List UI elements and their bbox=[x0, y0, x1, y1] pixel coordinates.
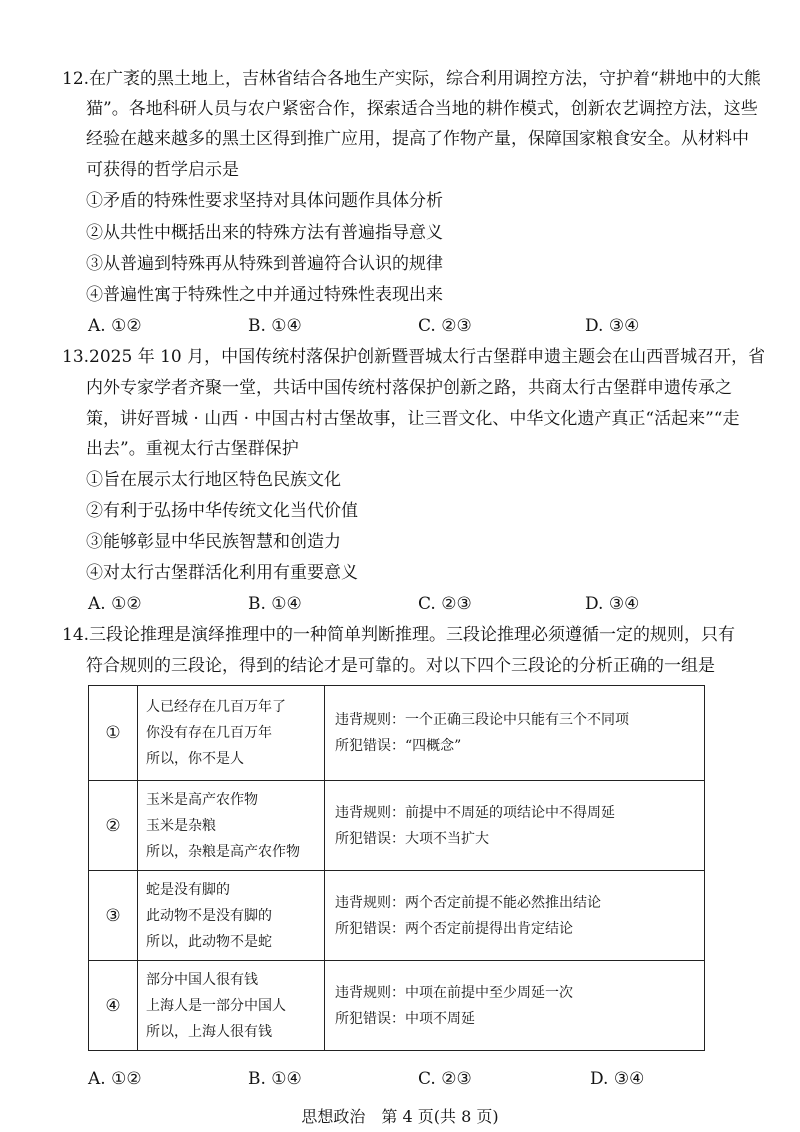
question-12-statement-2: ②从共性中概括出来的特殊方法有普遍指导意义 bbox=[86, 223, 443, 243]
question-12-number: 12.在广袤的黑土地上，吉林省结合各地生产实际，综合利用调控方法，守护着“耕地中的大熊 bbox=[62, 69, 761, 89]
premise-line: 玉米是杂粮 bbox=[146, 817, 216, 834]
conclusion-line: 所以，此动物不是蛇 bbox=[146, 933, 272, 950]
violated-rule: 违背规则：两个否定前提不能必然推出结论 bbox=[335, 894, 601, 911]
row-number: ② bbox=[89, 781, 138, 871]
question-13-option-a: A. ①② bbox=[88, 594, 142, 614]
violated-rule: 违背规则：一个正确三段论中只能有三个不同项 bbox=[335, 712, 629, 728]
premise-line: 人已经存在几百万年了 bbox=[146, 699, 286, 715]
page-footer: 思想政治 第 4 页(共 8 页) bbox=[301, 1107, 499, 1126]
question-14-number: 14.三段论推理是演绎推理中的一种简单判断推理。三段论推理必须遵循一定的规则，只有 bbox=[62, 625, 736, 645]
question-13-option-d: D. ③④ bbox=[585, 594, 640, 614]
question-12-option-d: D. ③④ bbox=[585, 316, 640, 336]
question-13-number: 13.2025 年 10 月，中国传统村落保护创新暨晋城太行古堡群申遗主题会在山西晋城召开，省 bbox=[62, 347, 766, 367]
premise-line: 蛇是没有脚的 bbox=[146, 881, 230, 898]
analysis-cell bbox=[325, 961, 705, 1051]
table-row bbox=[89, 686, 705, 781]
question-12-option-a: A. ①② bbox=[88, 316, 142, 336]
question-12-line: 经验在越来越多的黑土区得到推广应用，提高了作物产量，保障国家粮食安全。从材料中 bbox=[86, 129, 749, 149]
premise-line: 上海人是一部分中国人 bbox=[146, 997, 286, 1014]
error-made: 所犯错误：两个否定前提得出肯定结论 bbox=[335, 920, 573, 937]
question-12-option-c: C. ②③ bbox=[418, 316, 472, 336]
table-row bbox=[89, 781, 705, 871]
row-number: ④ bbox=[89, 961, 138, 1051]
question-12-option-b: B. ①④ bbox=[248, 316, 302, 336]
premise-line: 玉米是高产农作物 bbox=[146, 791, 258, 808]
syllogism-table bbox=[88, 685, 705, 1051]
premises-cell bbox=[138, 961, 325, 1051]
question-13-statement-4: ④对太行古堡群活化利用有重要意义 bbox=[86, 563, 358, 583]
question-14-option-b: B. ①④ bbox=[248, 1069, 302, 1089]
conclusion-line: 所以，你不是人 bbox=[146, 751, 244, 767]
question-13-statement-1: ①旨在展示太行地区特色民族文化 bbox=[86, 470, 341, 490]
question-13-line: 内外专家学者齐聚一堂，共话中国传统村落保护创新之路，共商太行古堡群申遗传承之 bbox=[86, 378, 732, 398]
conclusion-line: 所以，杂粮是高产农作物 bbox=[146, 843, 300, 860]
question-12-statement-1: ①矛盾的特殊性要求坚持对具体问题作具体分析 bbox=[86, 191, 443, 211]
analysis-cell bbox=[325, 686, 705, 781]
question-12-statement-4: ④普遍性寓于特殊性之中并通过特殊性表现出来 bbox=[86, 285, 443, 305]
premise-line: 你没有存在几百万年 bbox=[146, 725, 272, 741]
error-made: 所犯错误：“四概念” bbox=[335, 738, 462, 754]
question-12-line: 可获得的哲学启示是 bbox=[86, 160, 239, 180]
question-13-line: 策，讲好晋城 · 山西 · 中国古村古堡故事，让三晋文化、中华文化遗产真正“活起来”“走 bbox=[86, 409, 740, 429]
premises-cell bbox=[138, 686, 325, 781]
error-made: 所犯错误：大项不当扩大 bbox=[335, 830, 489, 847]
analysis-cell bbox=[325, 871, 705, 961]
row-number: ③ bbox=[89, 871, 138, 961]
analysis-cell bbox=[325, 781, 705, 871]
table-row bbox=[89, 961, 705, 1051]
question-14-line: 符合规则的三段论，得到的结论才是可靠的。对以下四个三段论的分析正确的一组是 bbox=[86, 656, 715, 676]
violated-rule: 违背规则：前提中不周延的项结论中不得周延 bbox=[335, 804, 615, 821]
row-number: ① bbox=[89, 686, 138, 781]
error-made: 所犯错误：中项不周延 bbox=[335, 1010, 475, 1027]
question-14-option-c: C. ②③ bbox=[418, 1069, 472, 1089]
question-13-statement-3: ③能够彰显中华民族智慧和创造力 bbox=[86, 532, 341, 552]
premise-line: 此动物不是没有脚的 bbox=[146, 907, 272, 924]
question-14-option-a: A. ①② bbox=[88, 1069, 142, 1089]
question-14-option-d: D. ③④ bbox=[590, 1069, 645, 1089]
conclusion-line: 所以，上海人很有钱 bbox=[146, 1023, 272, 1040]
premises-cell bbox=[138, 871, 325, 961]
question-13-statement-2: ②有利于弘扬中华传统文化当代价值 bbox=[86, 501, 358, 521]
premises-cell bbox=[138, 781, 325, 871]
question-13-option-b: B. ①④ bbox=[248, 594, 302, 614]
question-13-line: 出去”。重视太行古堡群保护 bbox=[86, 439, 299, 459]
table-row bbox=[89, 871, 705, 961]
question-12-line: 猫”。各地科研人员与农户紧密合作，探索适合当地的耕作模式，创新农艺调控方法，这些 bbox=[86, 99, 758, 119]
violated-rule: 违背规则：中项在前提中至少周延一次 bbox=[335, 984, 573, 1001]
question-12-statement-3: ③从普遍到特殊再从特殊到普遍符合认识的规律 bbox=[86, 254, 443, 274]
question-13-option-c: C. ②③ bbox=[418, 594, 472, 614]
premise-line: 部分中国人很有钱 bbox=[146, 971, 258, 988]
